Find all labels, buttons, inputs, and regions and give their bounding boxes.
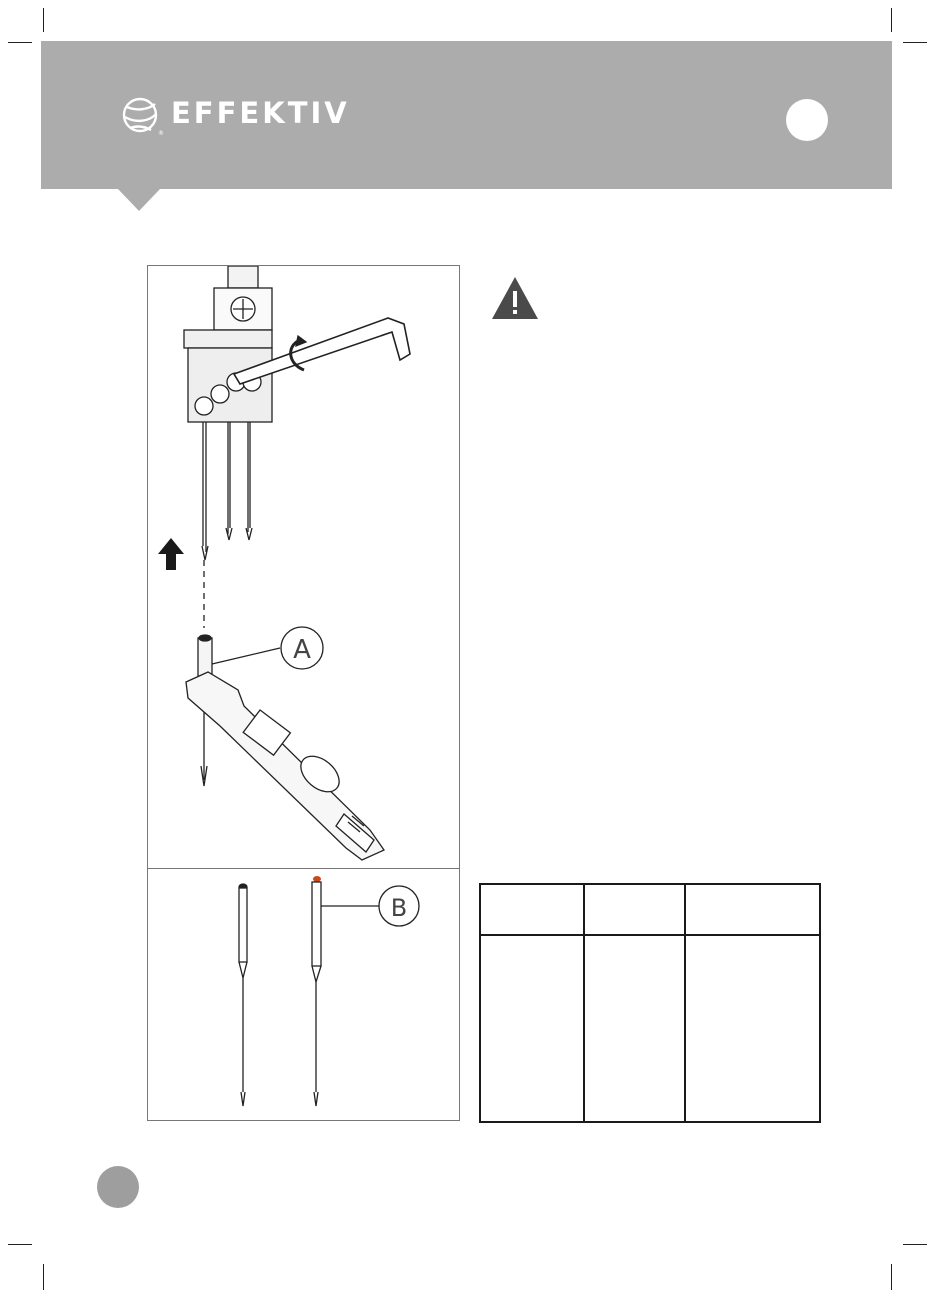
- page-number-badge-top: [786, 99, 828, 141]
- page-number-badge-bottom: [97, 1166, 139, 1208]
- needle-replacement-illustration: [148, 266, 459, 1120]
- spec-table: [479, 883, 821, 1123]
- callout-a-label: A: [293, 635, 311, 665]
- needle-clamp: [184, 330, 272, 348]
- header-pointer: [118, 189, 160, 211]
- needle-b-shank: [312, 882, 321, 966]
- svg-text:®: ®: [158, 130, 164, 137]
- crop-mark: [903, 42, 927, 43]
- crop-mark: [43, 8, 44, 32]
- table-header-rule: [481, 934, 819, 936]
- table-column-rule: [684, 885, 686, 1121]
- effektiv-globe-logo-icon: [118, 95, 166, 139]
- crop-mark: [891, 8, 892, 32]
- crop-mark: [891, 1264, 892, 1290]
- warning-triangle-icon: [490, 274, 540, 322]
- table-column-rule: [583, 885, 585, 1121]
- brand-name: EFFEKTIV: [171, 96, 350, 130]
- up-arrow-icon: [158, 538, 184, 570]
- callout-b-label: B: [390, 894, 408, 922]
- header-band: [41, 41, 892, 189]
- crop-mark: [903, 1244, 927, 1245]
- crop-mark: [43, 1264, 44, 1290]
- needle-bar: [228, 266, 258, 288]
- crop-mark: [8, 42, 32, 43]
- crop-mark: [8, 1244, 32, 1245]
- needle-a-shank: [239, 888, 247, 962]
